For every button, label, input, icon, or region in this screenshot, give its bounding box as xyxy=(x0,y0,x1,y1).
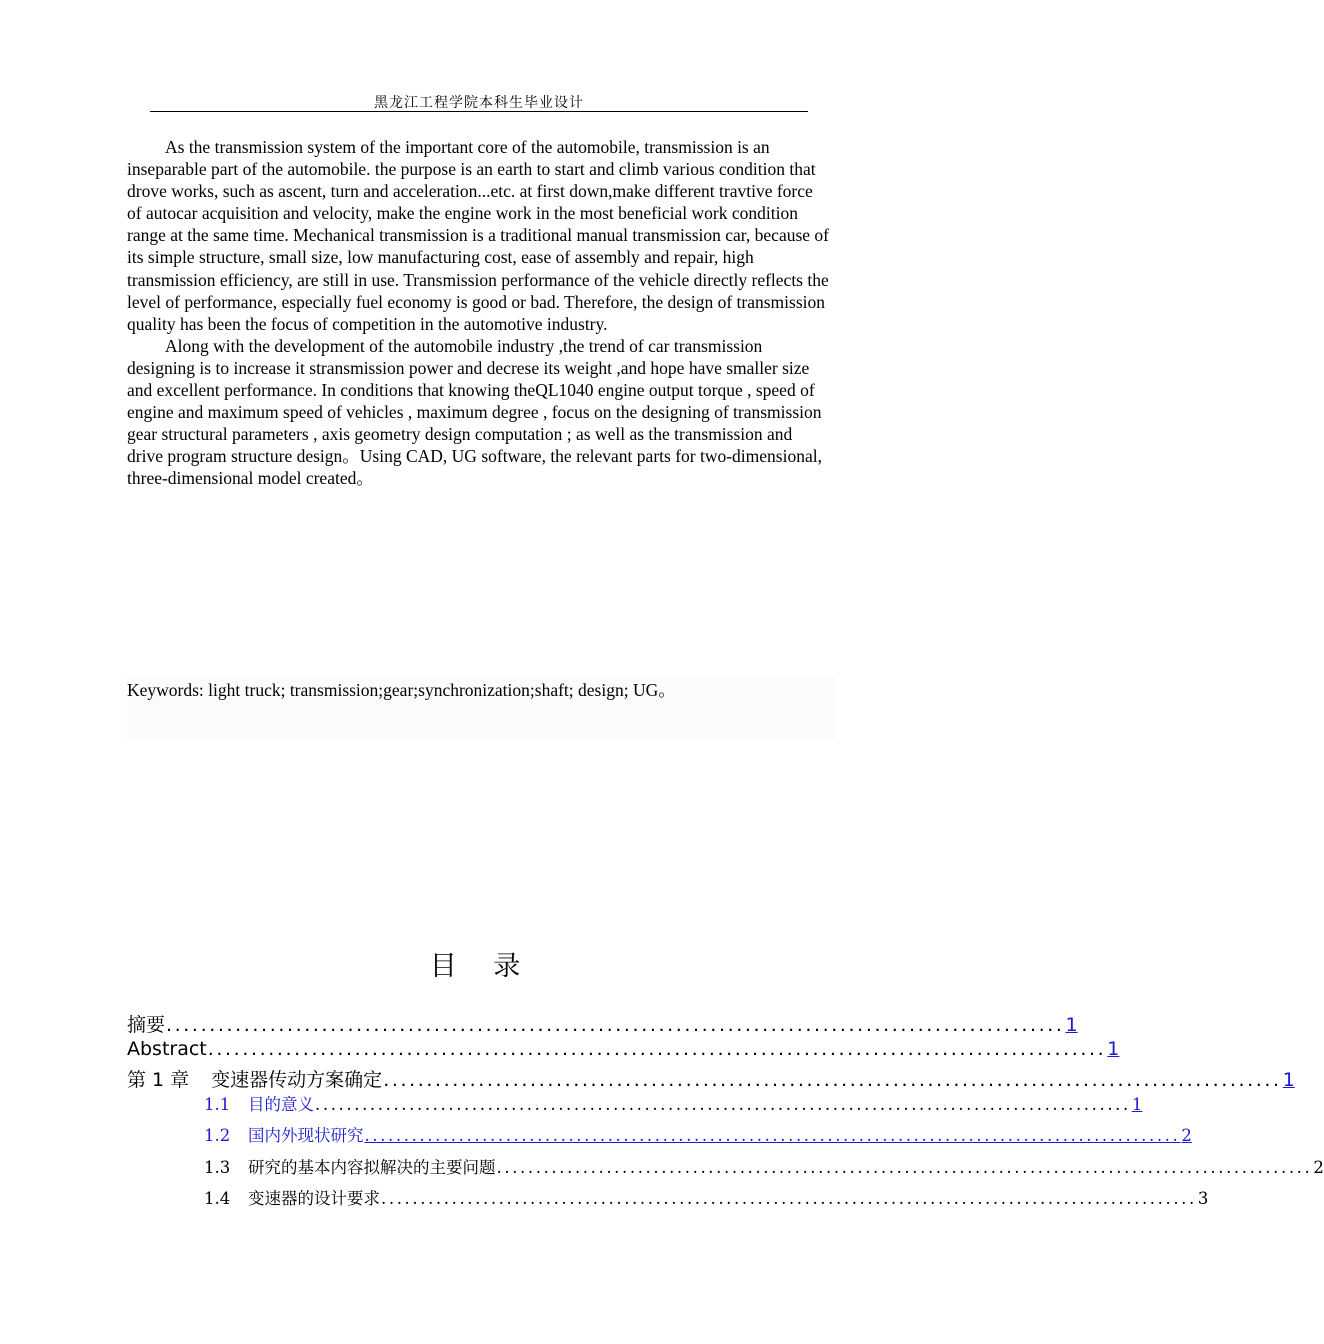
toc-chapter-number: 第 1 章 xyxy=(127,1069,190,1091)
toc-leader-dots: ........................................................................................................ xyxy=(315,1095,1131,1114)
toc-entry-label: 摘要 xyxy=(127,1014,166,1036)
toc-page-link[interactable]: 2 xyxy=(1181,1126,1192,1145)
toc-entry-1-2[interactable] xyxy=(204,1122,1192,1146)
toc-section-title: 目的意义 xyxy=(248,1095,314,1114)
toc-entry-abstract-en[interactable] xyxy=(127,1038,1120,1060)
toc-section-title: 变速器的设计要求 xyxy=(248,1189,380,1208)
toc-entry-label xyxy=(127,1065,382,1092)
toc-page-number[interactable]: 3 xyxy=(1197,1189,1209,1208)
toc-entry-1-4[interactable] xyxy=(204,1185,1209,1209)
toc-page-link[interactable]: 1 xyxy=(1282,1069,1295,1091)
toc-title: 目 录 xyxy=(429,951,535,982)
toc-section-title: 国内外现状研究 xyxy=(248,1126,364,1145)
toc-leader-dots: ........................................................................................................ xyxy=(207,1038,1107,1060)
abstract-section xyxy=(127,136,831,490)
toc-section-number: 1.3 xyxy=(204,1158,231,1177)
page-header-title: 黑龙江工程学院本科生毕业设计 xyxy=(374,95,584,111)
toc-page-link[interactable]: 1 xyxy=(1065,1014,1078,1036)
toc-entry-label xyxy=(204,1154,496,1178)
toc-entry-label xyxy=(204,1185,380,1209)
toc-entry-label xyxy=(204,1091,314,1115)
toc-leader-dots: ........................................................................................................ xyxy=(166,1014,1065,1036)
abstract-paragraph-1: As the transmission system of the important core of the automobile, transmission is an inseparable part of the automobile. the purpose is an earth to start and climb various condition that drove works, such as ascent, turn and acceleration...etc. at first down,make different travtive force of autocar acquisition and velocity, make the engine work in the most beneficial work condition range at the same time. Mechanical transmission is a traditional manual transmission car, because of its simple structure, small size, low manufacturing cost, ease of assembly and repair, high transmission efficiency, are still in use. Transmission performance of the vehicle directly reflects the level of performance, especially fuel economy is good or bad. Therefore, the design of transmission quality has been the focus of competition in the automotive industry. xyxy=(127,137,829,334)
toc-page-number[interactable]: 2 xyxy=(1313,1158,1324,1177)
toc-leader-dots: ........................................................................................................ xyxy=(383,1069,1282,1091)
toc-section-number: 1.1 xyxy=(204,1095,231,1114)
toc-entry-1-1[interactable] xyxy=(204,1091,1143,1115)
toc-chapter-title: 变速器传动方案确定 xyxy=(211,1069,383,1091)
toc-section-number: 1.4 xyxy=(204,1189,231,1208)
toc-entry-abstract-cn[interactable] xyxy=(127,1010,1078,1037)
toc-entry-label: Abstract xyxy=(127,1038,207,1060)
toc-section-number: 1.2 xyxy=(204,1126,231,1145)
toc-leader-dots: ........................................................................................................ xyxy=(496,1158,1313,1177)
toc-section-title: 研究的基本内容拟解决的主要问题 xyxy=(248,1158,496,1177)
keywords-line: Keywords: light truck; transmission;gear;synchronization;shaft; design; UG。 xyxy=(127,680,676,700)
toc-page-link[interactable]: 1 xyxy=(1131,1095,1143,1114)
toc-leader-dots: ........................................................................................................ xyxy=(381,1189,1197,1208)
toc-entry-label xyxy=(204,1122,364,1146)
header-divider xyxy=(150,111,808,112)
toc-entry-chapter-1[interactable] xyxy=(127,1065,1295,1092)
toc-page-link[interactable]: 1 xyxy=(1107,1038,1120,1060)
abstract-paragraph-2: Along with the development of the automobile industry ,the trend of car transmission designing is to increase it stransmission power and decrese its weight ,and hope have smaller size and excellent performance. In conditions that knowing theQL1040 engine output torque , speed of engine and maximum speed of vehicles , maximum degree , focus on the designing of transmission gear structural parameters , axis geometry design computation ; as well as the transmission and drive program structure design。Using CAD, UG software, the relevant parts for two-dimensional, three-dimensional model created。 xyxy=(127,335,822,489)
toc-leader-dots: ........................................................................................................ xyxy=(364,1126,1181,1145)
toc-entry-1-3[interactable] xyxy=(204,1154,1324,1178)
